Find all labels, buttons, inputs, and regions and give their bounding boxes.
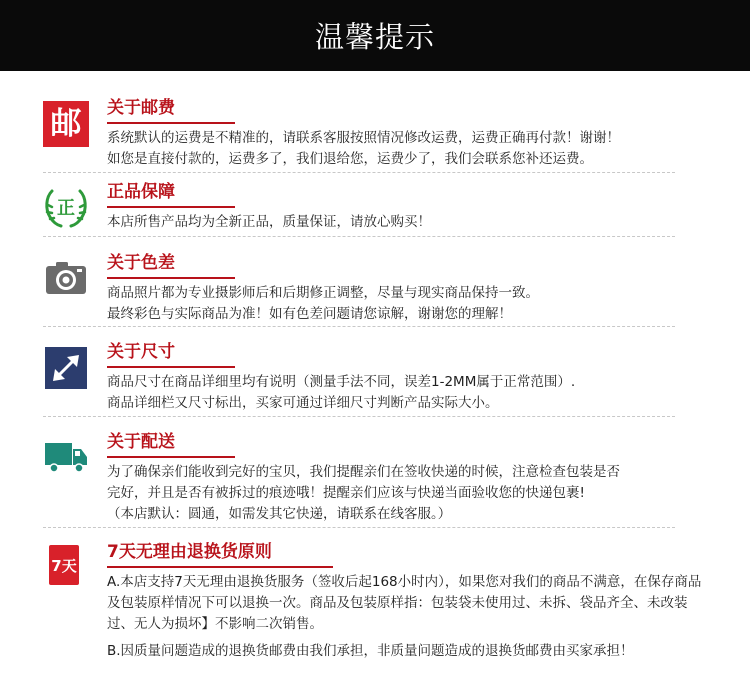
title-underline bbox=[107, 366, 235, 368]
genuine-product-icon bbox=[43, 185, 89, 231]
body-line: 系统默认的运费是不精准的，请联系客服按照情况修改运费，运费正确再付款！谢谢！ bbox=[107, 130, 620, 146]
body-line: 为了确保亲们能收到完好的宝贝，我们提醒亲们在签收快递的时候，注意检查包装是否 bbox=[107, 464, 620, 480]
section-divider bbox=[43, 326, 675, 327]
section-divider bbox=[43, 236, 675, 237]
genuine-icon-glyph: 正 bbox=[57, 198, 75, 219]
body-line: 商品照片都为专业摄影师后和后期修正调整，尽量与现实商品保持一致。 bbox=[107, 285, 539, 301]
title-underline bbox=[107, 122, 235, 124]
resize-arrow-icon bbox=[43, 345, 89, 391]
section-body bbox=[107, 462, 712, 525]
title-underline bbox=[107, 566, 333, 568]
section-body bbox=[107, 372, 712, 414]
page-title: 温馨提示 bbox=[314, 20, 435, 54]
body-line: 最终彩色与实际商品为准！如有色差问题请您谅解，谢谢您的理解！ bbox=[107, 306, 512, 322]
section-body bbox=[107, 128, 712, 170]
seven-day-return-icon: 7天 bbox=[49, 545, 79, 585]
body-line: 如您是直接付款的，运费多了，我们退给您，运费少了，我们会联系您补还运费。 bbox=[107, 151, 593, 167]
body-line: 本店所售产品均为全新正品，质量保证，请放心购买！ bbox=[107, 214, 431, 230]
policy-paragraph-a: A.本店支持7天无理由退换货服务（签收后起168小时内），如果您对我们的商品不满意，在保存商品及包装原样情况下可以退换一次。商品及包装原样指：包装袋未使用过、未拆、袋品齐全、未改装过、无人为损坏】不影响二次销售。 bbox=[107, 574, 702, 632]
section-title: 7天无理由退换货原则 bbox=[107, 542, 272, 562]
body-line: 商品尺寸在商品详细里均有说明（测量手法不同，误差1-2MM属于正常范围）. bbox=[107, 374, 576, 390]
section-title: 关于邮费 bbox=[107, 98, 175, 118]
body-line: （本店默认：圆通，如需发其它快递，请联系在线客服。） bbox=[107, 506, 452, 522]
mail-stamp-icon: 邮 bbox=[43, 101, 89, 147]
title-underline bbox=[107, 277, 235, 279]
title-underline bbox=[107, 456, 235, 458]
section-divider bbox=[43, 527, 675, 528]
section-body bbox=[107, 212, 712, 233]
section-title: 关于配送 bbox=[107, 432, 175, 452]
body-line: 完好，并且是否有被拆过的痕迹哦！提醒亲们应该与快递当面验收您的快递包裹! bbox=[107, 485, 585, 501]
section-body bbox=[107, 283, 712, 325]
section-divider bbox=[43, 416, 675, 417]
section-title: 关于色差 bbox=[107, 253, 175, 273]
section-divider bbox=[43, 172, 675, 173]
title-underline bbox=[107, 206, 235, 208]
section-body bbox=[107, 572, 707, 662]
delivery-truck-icon bbox=[43, 435, 89, 481]
policy-paragraph-b: B.因质量问题造成的退换货邮费由我们承担，非质量问题造成的退换货邮费由买家承担！ bbox=[107, 643, 634, 659]
body-line: 商品详细栏又尺寸标出，买家可通过详细尺寸判断产品实际大小。 bbox=[107, 395, 499, 411]
section-title: 关于尺寸 bbox=[107, 342, 175, 362]
section-title: 正品保障 bbox=[107, 182, 175, 202]
page-header bbox=[0, 0, 750, 71]
camera-icon bbox=[43, 256, 89, 302]
